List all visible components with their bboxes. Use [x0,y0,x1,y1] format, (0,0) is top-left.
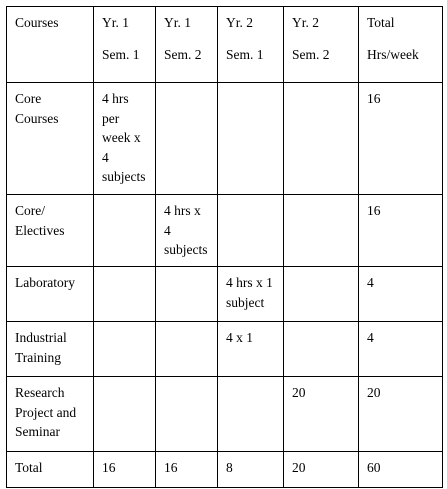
cell-course: Laboratory [7,267,94,322]
table-row [7,267,443,322]
cell-yr1-sem2 [156,267,218,322]
cell-yr2-sem1 [218,83,284,195]
cell-total: 4 [359,322,443,377]
cell-yr2-sem1: 8 [218,452,284,488]
cell-yr1-sem2: 4 hrs x 4 subjects [156,195,218,267]
cell-total: 16 [359,83,443,195]
cell-total: 60 [359,452,443,488]
cell-yr2-sem1: 4 x 1 [218,322,284,377]
cell-course: Total [7,452,94,488]
cell-yr1-sem1 [94,267,156,322]
header-yr1-sem1: Yr. 1 Sem. 1 [94,7,156,83]
course-hours-table [6,6,443,488]
cell-yr1-sem2: 16 [156,452,218,488]
header-yr2-sem2: Yr. 2 Sem. 2 [284,7,359,83]
cell-yr1-sem1 [94,377,156,452]
table-row [7,322,443,377]
cell-yr2-sem2 [284,267,359,322]
table-row [7,195,443,267]
header-total-hrs: Total Hrs/week [359,7,443,83]
total-row [7,452,443,488]
cell-total: 4 [359,267,443,322]
cell-yr2-sem1 [218,377,284,452]
cell-course: Core/ Electives [7,195,94,267]
cell-yr2-sem2: 20 [284,452,359,488]
cell-yr2-sem1: 4 hrs x 1 subject [218,267,284,322]
cell-yr1-sem2 [156,377,218,452]
cell-yr2-sem2: 20 [284,377,359,452]
cell-total: 16 [359,195,443,267]
cell-yr1-sem1: 4 hrs per week x 4 subjects [94,83,156,195]
cell-total: 20 [359,377,443,452]
cell-course: Industrial Training [7,322,94,377]
cell-yr1-sem2 [156,83,218,195]
cell-yr2-sem2 [284,195,359,267]
header-yr2-sem1: Yr. 2 Sem. 1 [218,7,284,83]
cell-yr2-sem2 [284,322,359,377]
cell-yr1-sem1 [94,195,156,267]
table-row [7,83,443,195]
header-yr1-sem2: Yr. 1 Sem. 2 [156,7,218,83]
table-row [7,377,443,452]
cell-yr1-sem1: 16 [94,452,156,488]
cell-yr2-sem1 [218,195,284,267]
cell-yr1-sem2 [156,322,218,377]
header-row [7,7,443,83]
cell-yr2-sem2 [284,83,359,195]
cell-course: Core Courses [7,83,94,195]
cell-course: Research Project and Seminar [7,377,94,452]
header-courses: Courses [7,7,94,83]
cell-yr1-sem1 [94,322,156,377]
